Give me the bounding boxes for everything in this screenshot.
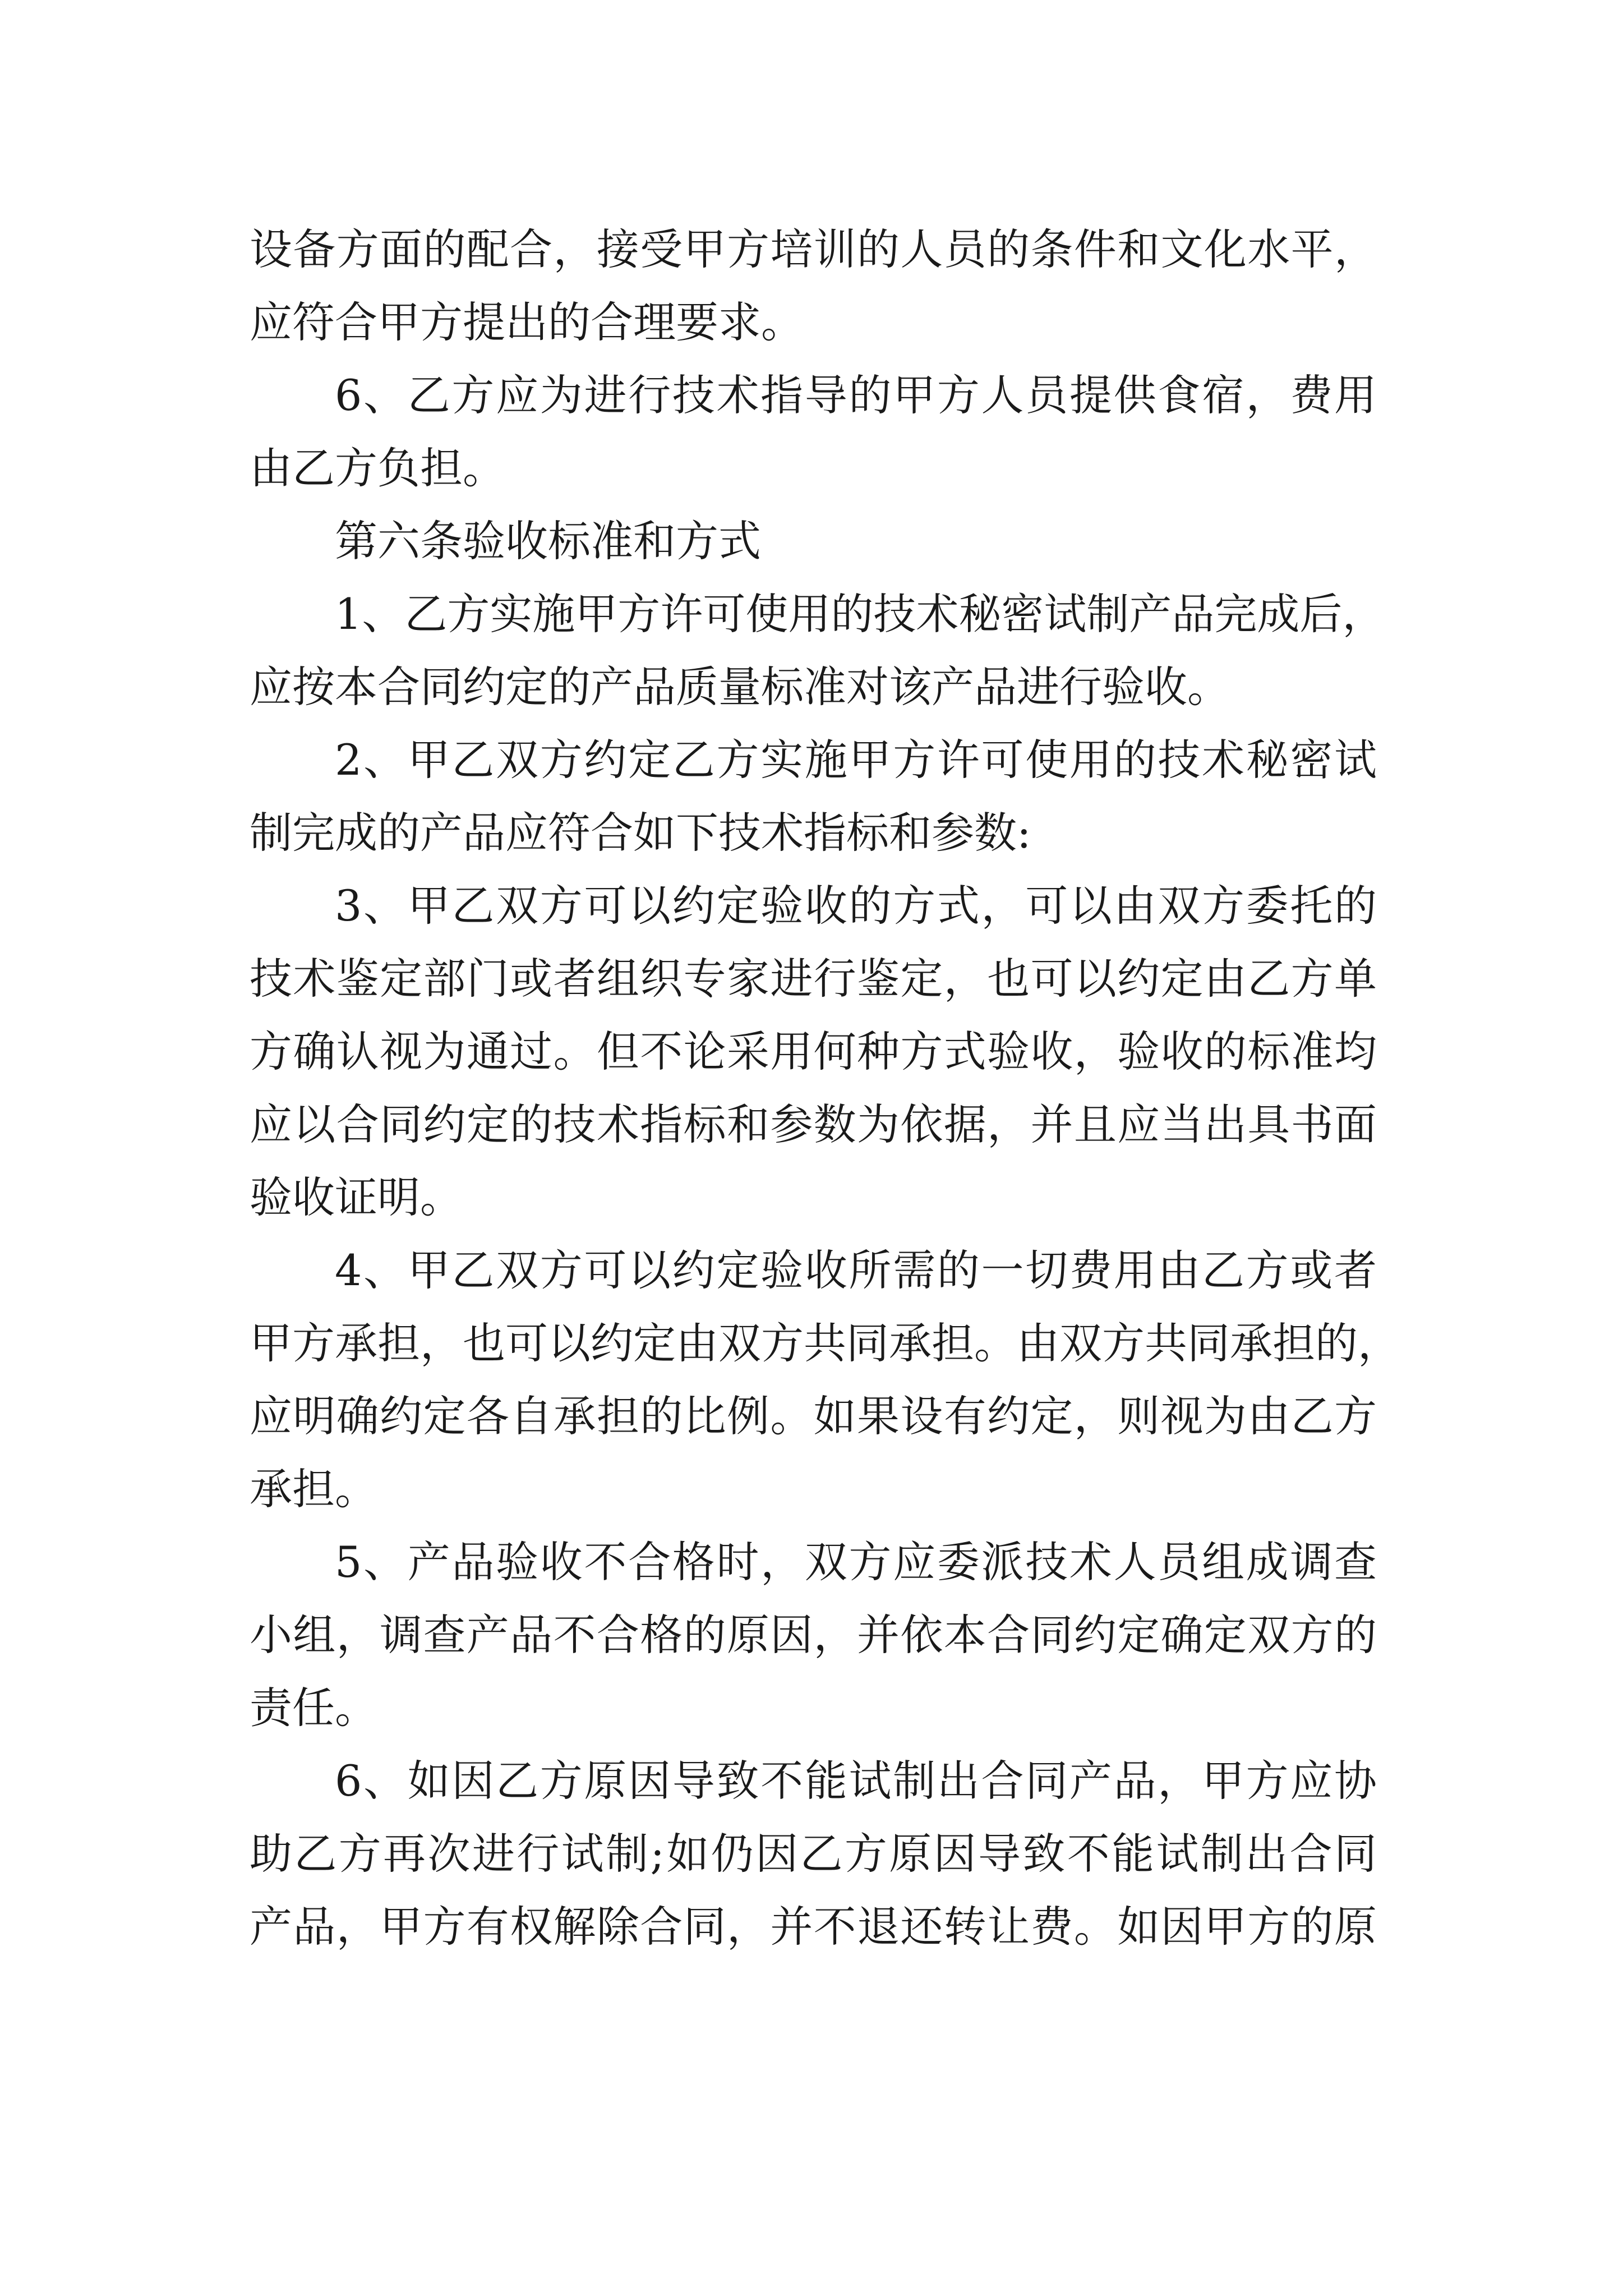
- text-line: 应按本合同约定的产品质量标准对该产品进行验收。: [250, 662, 1230, 712]
- text-line: 方确认视为通过。但不论采用何种方式验收，验收的标准均: [250, 1027, 1377, 1076]
- text-line: 甲方承担，也可以约定由双方共同承担。由双方共同承担的，: [250, 1318, 1400, 1368]
- text-line: 承担。: [250, 1464, 377, 1514]
- text-line: 6、如因乙方原因导致不能试制出合同产品，甲方应协: [335, 1756, 1377, 1806]
- text-line: 验收证明。: [250, 1172, 463, 1222]
- text-line: 设备方面的配合，接受甲方培训的人员的条件和文化水平，: [250, 224, 1377, 274]
- text-line: 制完成的产品应符合如下技术指标和参数:: [250, 808, 1031, 858]
- text-line: 3、甲乙双方可以约定验收的方式，可以由双方委托的: [335, 881, 1377, 931]
- text-line: 应明确约定各自承担的比例。如果设有约定，则视为由乙方: [250, 1391, 1377, 1441]
- section-heading: 第六条验收标准和方式: [335, 516, 761, 566]
- text-line: 应以合同约定的技术指标和参数为依据，并且应当出具书面: [250, 1099, 1377, 1149]
- text-line: 6、乙方应为进行技术指导的甲方人员提供食宿，费用: [335, 370, 1377, 420]
- text-line: 4、甲乙双方可以约定验收所需的一切费用由乙方或者: [335, 1245, 1377, 1295]
- text-line: 助乙方再次进行试制;如仍因乙方原因导致不能试制出合同: [250, 1829, 1377, 1879]
- text-line: 技术鉴定部门或者组织专家进行鉴定，也可以约定由乙方单: [250, 954, 1377, 1004]
- text-line: 小组，调查产品不合格的原因，并依本合同约定确定双方的: [250, 1610, 1377, 1660]
- text-line: 5、产品验收不合格时，双方应委派技术人员组成调查: [335, 1537, 1377, 1587]
- text-line: 应符合甲方提出的合理要求。: [250, 297, 804, 347]
- text-line: 1、乙方实施甲方许可使用的技术秘密试制产品完成后，: [335, 589, 1385, 639]
- text-line: 产品，甲方有权解除合同，并不退还转让费。如因甲方的原: [250, 1902, 1377, 1952]
- text-line: 责任。: [250, 1683, 377, 1733]
- text-line: 由乙方负担。: [250, 443, 505, 493]
- text-line: 2、甲乙双方约定乙方实施甲方许可使用的技术秘密试: [335, 735, 1377, 785]
